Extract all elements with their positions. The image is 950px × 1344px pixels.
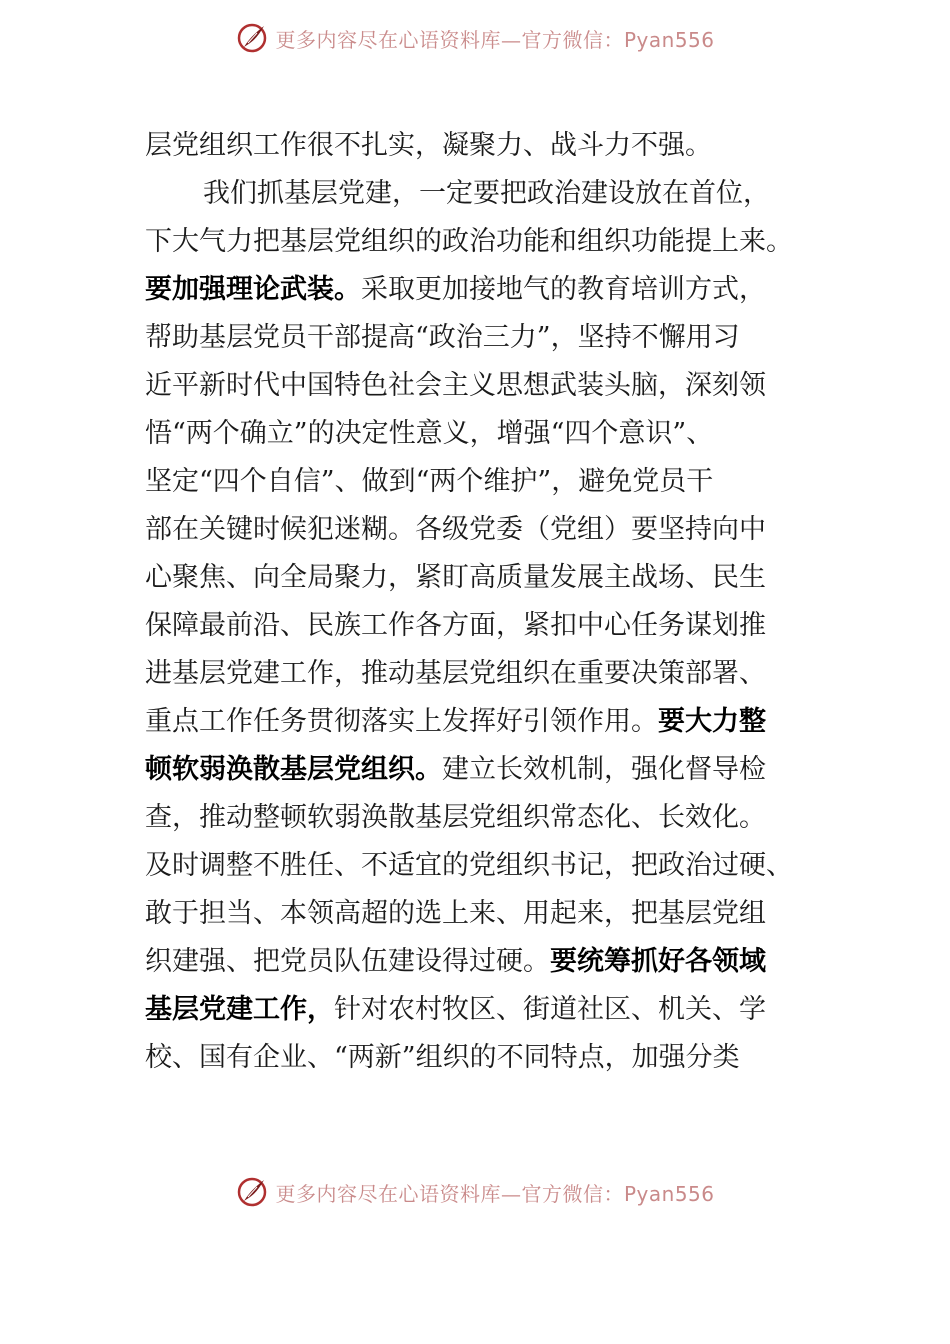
- text-line: 重点工作任务贯彻落实上发挥好引领作用。要大力整: [145, 706, 766, 737]
- watermark-text: 更多内容尽在心语资料库—官方微信：Pyan556: [275, 1181, 715, 1206]
- text-line: 下大气力把基层党组织的政治功能和组织功能提上来。: [145, 226, 793, 257]
- feather-seal-icon: [235, 21, 269, 55]
- text-line: 及时调整不胜任、不适宜的党组织书记，把政治过硬、: [145, 850, 793, 881]
- text-line: 保障最前沿、民族工作各方面，紧扣中心任务谋划推: [145, 610, 766, 641]
- text-line: 基层党建工作，针对农村牧区、街道社区、机关、学: [145, 994, 766, 1025]
- bold-heading: 要加强理论武装。: [145, 274, 361, 305]
- watermark-footer: [0, 1172, 950, 1212]
- text-line: 进基层党建工作，推动基层党组织在重要决策部署、: [145, 658, 766, 689]
- text-line: 近平新时代中国特色社会主义思想武装头脑，深刻领: [145, 370, 766, 401]
- bold-heading: 要统筹抓好各领域: [550, 946, 766, 977]
- watermark-text: 更多内容尽在心语资料库—官方微信：Pyan556: [275, 27, 715, 52]
- text-line: 要加强理论武装。采取更加接地气的教育培训方式，: [145, 274, 766, 305]
- watermark-header: [0, 18, 950, 58]
- text-line: 校、国有企业、“两新”组织的不同特点，加强分类: [145, 1042, 740, 1073]
- text-line: 层党组织工作很不扎实，凝聚力、战斗力不强。: [145, 130, 712, 161]
- bold-heading: 基层党建工作，: [145, 994, 334, 1025]
- text-line: 我们抓基层党建，一定要把政治建设放在首位，: [203, 178, 770, 209]
- bold-heading: 要大力整: [658, 706, 766, 737]
- feather-seal-icon: [235, 1175, 269, 1209]
- text-line: 帮助基层党员干部提高“政治三力”，坚持不懈用习: [145, 322, 740, 353]
- text-line: 悟“两个确立”的决定性意义，增强“四个意识”、: [145, 418, 714, 449]
- text-line: 织建强、把党员队伍建设得过硬。要统筹抓好各领域: [145, 946, 766, 977]
- text-line: 敢于担当、本领高超的选上来、用起来，把基层党组: [145, 898, 766, 929]
- text-line: 坚定“四个自信”、做到“两个维护”，避免党员干: [145, 466, 714, 497]
- bold-heading: 顿软弱涣散基层党组织。: [145, 754, 442, 785]
- text-line: 查，推动整顿软弱涣散基层党组织常态化、长效化。: [145, 802, 766, 833]
- document-body: [145, 122, 810, 1082]
- text-line: 部在关键时候犯迷糊。各级党委（党组）要坚持向中: [145, 514, 766, 545]
- text-line: 顿软弱涣散基层党组织。建立长效机制，强化督导检: [145, 754, 766, 785]
- text-line: 心聚焦、向全局聚力，紧盯高质量发展主战场、民生: [145, 562, 766, 593]
